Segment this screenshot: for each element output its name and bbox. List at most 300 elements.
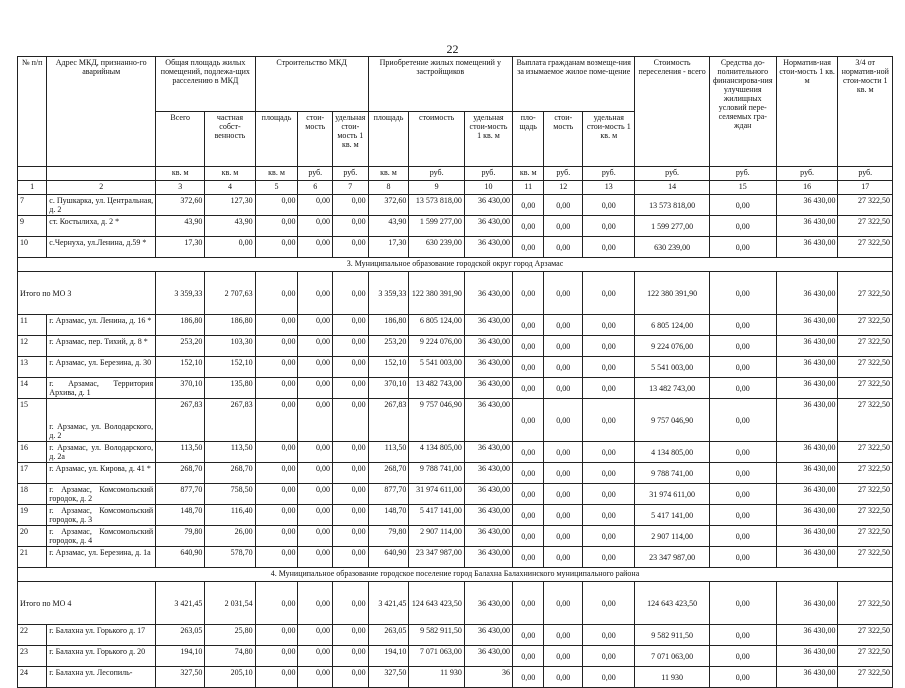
value-cell: 43,90 — [368, 216, 409, 237]
address-cell: г. Арзамас, Территория Архива, д. 1 — [47, 378, 156, 399]
value-cell: 263,05 — [156, 625, 205, 646]
value-cell: 0,00 — [255, 442, 298, 463]
value-cell: 0,00 — [333, 216, 369, 237]
column-index-cell: 15 — [709, 181, 776, 195]
value-cell: 0,00 — [255, 237, 298, 258]
value-cell: 27 322,50 — [838, 378, 893, 399]
value-cell: 0,00 — [298, 216, 333, 237]
value-cell: 36 430,00 — [776, 526, 838, 547]
value-cell: 36 430,00 — [776, 625, 838, 646]
value-cell: 0,00 — [333, 463, 369, 484]
value-cell: 113,50 — [205, 442, 255, 463]
column-index-cell: 11 — [513, 181, 544, 195]
total-value-cell: 3 359,33 — [368, 272, 409, 315]
table-row — [18, 484, 893, 505]
value-cell: 0,00 — [513, 646, 544, 667]
value-cell: 31 974 611,00 — [635, 484, 709, 505]
value-cell: 0,00 — [544, 463, 583, 484]
total-value-cell: 122 380 391,90 — [409, 272, 464, 315]
value-cell: 23 347 987,00 — [635, 547, 709, 568]
value-cell: 36 430,00 — [776, 315, 838, 336]
column-index-cell: 16 — [776, 181, 838, 195]
address-cell: г. Арзамас, ул. Кирова, д. 41 * — [47, 463, 156, 484]
value-cell: 36 430,00 — [464, 237, 512, 258]
unit-cell: руб. — [709, 167, 776, 181]
table-row — [18, 336, 893, 357]
value-cell: 0,00 — [255, 463, 298, 484]
table-row — [18, 195, 893, 216]
value-cell: 5 541 003,00 — [635, 357, 709, 378]
total-value-cell: 2 707,63 — [205, 272, 255, 315]
value-cell: 9 757 046,90 — [635, 399, 709, 442]
value-cell: 0,00 — [513, 399, 544, 442]
value-cell: 268,70 — [368, 463, 409, 484]
value-cell: 0,00 — [583, 357, 635, 378]
value-cell: 0,00 — [513, 484, 544, 505]
total-value-cell: 122 380 391,90 — [635, 272, 709, 315]
value-cell: 36 430,00 — [464, 625, 512, 646]
value-cell: 36 430,00 — [776, 667, 838, 688]
value-cell: 186,80 — [205, 315, 255, 336]
unit-cell: кв. м — [205, 167, 255, 181]
value-cell: 0,00 — [513, 667, 544, 688]
value-cell: 194,10 — [156, 646, 205, 667]
table-row — [18, 505, 893, 526]
value-cell: 205,10 — [205, 667, 255, 688]
row-number: 11 — [18, 315, 47, 336]
value-cell: 0,00 — [298, 463, 333, 484]
value-cell: 0,00 — [255, 378, 298, 399]
value-cell: 36 430,00 — [464, 505, 512, 526]
value-cell: 0,00 — [544, 526, 583, 547]
value-cell: 36 430,00 — [464, 547, 512, 568]
value-cell: 13 573 818,00 — [409, 195, 464, 216]
row-number: 15 — [18, 399, 47, 442]
value-cell: 0,00 — [513, 216, 544, 237]
header-area-group: Общая площадь жилых помещений, подлежа-щих расселению в МКД — [156, 57, 255, 112]
value-cell: 0,00 — [544, 484, 583, 505]
value-cell: 36 430,00 — [464, 336, 512, 357]
total-value-cell: 0,00 — [255, 582, 298, 625]
value-cell: 0,00 — [583, 547, 635, 568]
value-cell: 9 788 741,00 — [635, 463, 709, 484]
table-row — [18, 547, 893, 568]
column-index-cell: 5 — [255, 181, 298, 195]
value-cell: 267,83 — [205, 399, 255, 442]
header-extra-funding: Средства до-полнительного финансирова-ния улучшения жилищных условий пере-селяемых гра-ждан — [709, 57, 776, 167]
value-cell: 13 482 743,00 — [635, 378, 709, 399]
value-cell: 0,00 — [333, 315, 369, 336]
value-cell: 27 322,50 — [838, 667, 893, 688]
address-cell: г. Балахна ул. Горького д. 20 — [47, 646, 156, 667]
header-sub-cost3: стои-мость — [544, 112, 583, 167]
value-cell: 0,00 — [333, 399, 369, 442]
value-cell: 0,00 — [205, 237, 255, 258]
value-cell: 0,00 — [255, 195, 298, 216]
value-cell: 630 239,00 — [409, 237, 464, 258]
total-value-cell: 3 359,33 — [156, 272, 205, 315]
total-value-cell: 36 430,00 — [776, 272, 838, 315]
value-cell: 9 224 076,00 — [409, 336, 464, 357]
value-cell: 267,83 — [368, 399, 409, 442]
total-value-cell: 2 031,54 — [205, 582, 255, 625]
value-cell: 148,70 — [156, 505, 205, 526]
value-cell: 877,70 — [156, 484, 205, 505]
value-cell: 36 430,00 — [464, 357, 512, 378]
value-cell: 27 322,50 — [838, 357, 893, 378]
value-cell: 0,00 — [709, 646, 776, 667]
total-value-cell: 36 430,00 — [776, 582, 838, 625]
value-cell: 9 757 046,90 — [409, 399, 464, 442]
value-cell: 0,00 — [544, 378, 583, 399]
value-cell: 0,00 — [255, 357, 298, 378]
address-cell: г. Арзамас, ул. Володарского, д. 2а — [47, 442, 156, 463]
value-cell: 11 930 — [635, 667, 709, 688]
column-index-cell: 8 — [368, 181, 409, 195]
value-cell: 0,00 — [298, 484, 333, 505]
row-number: 23 — [18, 646, 47, 667]
value-cell: 135,80 — [205, 378, 255, 399]
header-pay-group: Выплата гражданам возмеще-ния за изымаемое жилое поме-щение — [513, 57, 635, 112]
column-index-cell: 3 — [156, 181, 205, 195]
value-cell: 36 430,00 — [464, 646, 512, 667]
table-row — [18, 216, 893, 237]
value-cell: 0,00 — [298, 505, 333, 526]
value-cell: 0,00 — [544, 315, 583, 336]
row-number: 12 — [18, 336, 47, 357]
value-cell: 36 430,00 — [464, 378, 512, 399]
value-cell: 194,10 — [368, 646, 409, 667]
value-cell: 0,00 — [255, 399, 298, 442]
header-address: Адрес МКД, признанно-го аварийным — [47, 57, 156, 167]
value-cell: 43,90 — [156, 216, 205, 237]
resettlement-table — [17, 56, 893, 688]
value-cell: 0,00 — [513, 237, 544, 258]
value-cell: 0,00 — [298, 315, 333, 336]
header-sub-area3: пло-щадь — [513, 112, 544, 167]
value-cell: 578,70 — [205, 547, 255, 568]
section-heading-row — [18, 568, 893, 582]
value-cell: 4 134 805,00 — [635, 442, 709, 463]
value-cell: 25,80 — [205, 625, 255, 646]
value-cell: 0,00 — [255, 336, 298, 357]
value-cell: 2 907 114,00 — [635, 526, 709, 547]
header-buy-group: Приобретение жилых помещений у застройщиков — [368, 57, 512, 112]
value-cell: 253,20 — [156, 336, 205, 357]
value-cell: 0,00 — [709, 667, 776, 688]
value-cell: 0,00 — [513, 336, 544, 357]
value-cell: 0,00 — [544, 646, 583, 667]
table-row — [18, 463, 893, 484]
total-value-cell: 0,00 — [333, 582, 369, 625]
value-cell: 17,30 — [156, 237, 205, 258]
value-cell: 0,00 — [544, 547, 583, 568]
header-sub-unit-cost2: удельная стои-мость 1 кв. м — [464, 112, 512, 167]
value-cell: 0,00 — [544, 195, 583, 216]
total-value-cell: 27 322,50 — [838, 582, 893, 625]
total-value-cell: 0,00 — [513, 582, 544, 625]
table-row — [18, 625, 893, 646]
value-cell: 0,00 — [333, 505, 369, 526]
value-cell: 7 071 063,00 — [409, 646, 464, 667]
unit-cell: руб. — [776, 167, 838, 181]
address-cell: г. Балахна ул. Лесопиль- — [47, 667, 156, 688]
value-cell: 0,00 — [513, 357, 544, 378]
value-cell: 0,00 — [709, 336, 776, 357]
value-cell: 0,00 — [255, 484, 298, 505]
total-value-cell: 0,00 — [333, 272, 369, 315]
value-cell: 152,10 — [205, 357, 255, 378]
total-label: Итого по МО 4 — [18, 582, 156, 625]
value-cell: 0,00 — [583, 646, 635, 667]
value-cell: 0,00 — [298, 399, 333, 442]
value-cell: 27 322,50 — [838, 547, 893, 568]
total-value-cell: 0,00 — [583, 582, 635, 625]
value-cell: 0,00 — [544, 442, 583, 463]
total-value-cell: 27 322,50 — [838, 272, 893, 315]
value-cell: 0,00 — [333, 646, 369, 667]
row-number: 17 — [18, 463, 47, 484]
value-cell: 0,00 — [255, 646, 298, 667]
column-index-cell: 10 — [464, 181, 512, 195]
row-number: 14 — [18, 378, 47, 399]
address-cell: г. Арзамас, Комсомольский городок, д. 2 — [47, 484, 156, 505]
row-number: 10 — [18, 237, 47, 258]
header-sub-private: частная собст-венность — [205, 112, 255, 167]
value-cell: 27 322,50 — [838, 237, 893, 258]
value-cell: 0,00 — [333, 442, 369, 463]
column-index-cell: 4 — [205, 181, 255, 195]
value-cell: 0,00 — [583, 399, 635, 442]
value-cell: 0,00 — [333, 357, 369, 378]
unit-cell: руб. — [409, 167, 464, 181]
section-heading: 3. Муниципальное образование городской округ город Арзамас — [18, 258, 893, 272]
value-cell: 327,50 — [368, 667, 409, 688]
value-cell: 79,80 — [368, 526, 409, 547]
value-cell: 0,00 — [255, 667, 298, 688]
value-cell: 5 417 141,00 — [409, 505, 464, 526]
value-cell: 0,00 — [544, 237, 583, 258]
value-cell: 13 482 743,00 — [409, 378, 464, 399]
value-cell: 0,00 — [298, 625, 333, 646]
value-cell: 152,10 — [156, 357, 205, 378]
value-cell: 0,00 — [709, 625, 776, 646]
column-index-cell: 9 — [409, 181, 464, 195]
value-cell: 0,00 — [255, 547, 298, 568]
address-cell: с.Чернуха, ул.Ленина, д.59 * — [47, 237, 156, 258]
row-number: 19 — [18, 505, 47, 526]
value-cell: 0,00 — [544, 216, 583, 237]
value-cell: 43,90 — [205, 216, 255, 237]
unit-cell: руб. — [298, 167, 333, 181]
value-cell: 23 347 987,00 — [409, 547, 464, 568]
table-row — [18, 667, 893, 688]
unit-cell: кв. м — [368, 167, 409, 181]
value-cell: 0,00 — [333, 378, 369, 399]
table-row — [18, 399, 893, 442]
address-cell: г. Арзамас, ул. Березина, д. 30 — [47, 357, 156, 378]
unit-cell: кв. м — [255, 167, 298, 181]
value-cell: 0,00 — [709, 505, 776, 526]
value-cell: 877,70 — [368, 484, 409, 505]
total-value-cell: 3 421,45 — [368, 582, 409, 625]
header-sub-area2: площадь — [368, 112, 409, 167]
total-value-cell: 0,00 — [298, 272, 333, 315]
value-cell: 27 322,50 — [838, 315, 893, 336]
value-cell: 372,60 — [368, 195, 409, 216]
value-cell: 370,10 — [156, 378, 205, 399]
header-sub-unit-cost: удельная стои-мость 1 кв. м — [333, 112, 369, 167]
value-cell: 5 541 003,00 — [409, 357, 464, 378]
value-cell: 9 582 911,50 — [635, 625, 709, 646]
value-cell: 0,00 — [583, 378, 635, 399]
value-cell: 36 430,00 — [776, 442, 838, 463]
value-cell: 17,30 — [368, 237, 409, 258]
value-cell: 9 224 076,00 — [635, 336, 709, 357]
row-number: 7 — [18, 195, 47, 216]
header-sub-area: площадь — [255, 112, 298, 167]
value-cell: 36 430,00 — [464, 195, 512, 216]
value-cell: 36 430,00 — [464, 442, 512, 463]
value-cell: 263,05 — [368, 625, 409, 646]
value-cell: 370,10 — [368, 378, 409, 399]
row-number: 9 — [18, 216, 47, 237]
value-cell: 253,20 — [368, 336, 409, 357]
value-cell: 0,00 — [513, 195, 544, 216]
value-cell: 0,00 — [583, 336, 635, 357]
value-cell: 27 322,50 — [838, 625, 893, 646]
column-index-cell: 12 — [544, 181, 583, 195]
value-cell: 0,00 — [709, 399, 776, 442]
unit-cell: руб. — [464, 167, 512, 181]
value-cell: 0,00 — [544, 505, 583, 526]
value-cell: 0,00 — [298, 526, 333, 547]
value-cell: 27 322,50 — [838, 484, 893, 505]
value-cell: 36 430,00 — [464, 484, 512, 505]
row-number: 20 — [18, 526, 47, 547]
value-cell: 31 974 611,00 — [409, 484, 464, 505]
address-cell: с. Пушкарка, ул. Центральная, д. 2 — [47, 195, 156, 216]
header-total-cost: Стоимость переселения - всего — [635, 57, 709, 167]
column-index-cell: 13 — [583, 181, 635, 195]
unit-cell: кв. м — [156, 167, 205, 181]
value-cell: 0,00 — [709, 315, 776, 336]
value-cell: 0,00 — [709, 547, 776, 568]
value-cell: 0,00 — [298, 237, 333, 258]
address-cell: г. Балахна ул. Горького д. 17 — [47, 625, 156, 646]
value-cell: 0,00 — [583, 195, 635, 216]
row-number: 21 — [18, 547, 47, 568]
value-cell: 36 430,00 — [464, 315, 512, 336]
value-cell: 36 430,00 — [776, 505, 838, 526]
value-cell: 36 430,00 — [464, 463, 512, 484]
table-row — [18, 442, 893, 463]
unit-cell: руб. — [838, 167, 893, 181]
value-cell: 36 — [464, 667, 512, 688]
total-row — [18, 582, 893, 625]
row-number: 24 — [18, 667, 47, 688]
value-cell: 0,00 — [709, 237, 776, 258]
value-cell: 36 430,00 — [464, 526, 512, 547]
header-number: № п/п — [18, 57, 47, 167]
address-cell: г. Арзамас, Комсомольский городок, д. 3 — [47, 505, 156, 526]
column-index-cell: 17 — [838, 181, 893, 195]
header-sub-cost: стои-мость — [298, 112, 333, 167]
value-cell: 36 430,00 — [776, 378, 838, 399]
value-cell: 27 322,50 — [838, 505, 893, 526]
value-cell: 36 430,00 — [776, 357, 838, 378]
value-cell: 2 907 114,00 — [409, 526, 464, 547]
column-index-cell: 1 — [18, 181, 47, 195]
value-cell: 0,00 — [255, 625, 298, 646]
total-value-cell: 124 643 423,50 — [409, 582, 464, 625]
value-cell: 0,00 — [709, 484, 776, 505]
total-value-cell: 0,00 — [544, 582, 583, 625]
unit-cell: кв. м — [513, 167, 544, 181]
total-row — [18, 272, 893, 315]
address-cell: г. Арзамас, ул. Ленина, д. 16 * — [47, 315, 156, 336]
section-heading-row — [18, 258, 893, 272]
value-cell: 0,00 — [583, 484, 635, 505]
value-cell: 0,00 — [709, 216, 776, 237]
value-cell: 0,00 — [298, 357, 333, 378]
header-sub-cost2: стоимость — [409, 112, 464, 167]
total-value-cell: 0,00 — [513, 272, 544, 315]
value-cell: 0,00 — [583, 667, 635, 688]
value-cell: 36 430,00 — [464, 399, 512, 442]
value-cell: 127,30 — [205, 195, 255, 216]
value-cell: 0,00 — [298, 442, 333, 463]
value-cell: 0,00 — [583, 442, 635, 463]
value-cell: 0,00 — [513, 625, 544, 646]
value-cell: 0,00 — [298, 547, 333, 568]
value-cell: 0,00 — [513, 463, 544, 484]
unit-cell: руб. — [583, 167, 635, 181]
value-cell: 0,00 — [513, 526, 544, 547]
table-row — [18, 646, 893, 667]
column-index-row — [18, 181, 893, 195]
value-cell: 7 071 063,00 — [635, 646, 709, 667]
value-cell: 0,00 — [583, 463, 635, 484]
value-cell: 0,00 — [709, 526, 776, 547]
row-number: 22 — [18, 625, 47, 646]
value-cell: 186,80 — [368, 315, 409, 336]
value-cell: 268,70 — [156, 463, 205, 484]
value-cell: 103,30 — [205, 336, 255, 357]
value-cell: 36 430,00 — [776, 336, 838, 357]
value-cell: 267,83 — [156, 399, 205, 442]
address-cell: г. Арзамас, Комсомольский городок, д. 4 — [47, 526, 156, 547]
value-cell: 36 430,00 — [776, 484, 838, 505]
value-cell: 9 788 741,00 — [409, 463, 464, 484]
address-cell: г. Арзамас, ул. Володарского, д. 2 — [47, 399, 156, 442]
total-value-cell: 36 430,00 — [464, 272, 512, 315]
value-cell: 0,00 — [709, 195, 776, 216]
value-cell: 268,70 — [205, 463, 255, 484]
value-cell: 0,00 — [255, 216, 298, 237]
value-cell: 0,00 — [513, 505, 544, 526]
value-cell: 6 805 124,00 — [409, 315, 464, 336]
value-cell: 0,00 — [255, 505, 298, 526]
unit-cell: руб. — [635, 167, 709, 181]
value-cell: 113,50 — [156, 442, 205, 463]
value-cell: 79,80 — [156, 526, 205, 547]
value-cell: 372,60 — [156, 195, 205, 216]
total-label: Итого по МО 3 — [18, 272, 156, 315]
value-cell: 0,00 — [333, 526, 369, 547]
total-value-cell: 0,00 — [544, 272, 583, 315]
value-cell: 36 430,00 — [776, 237, 838, 258]
